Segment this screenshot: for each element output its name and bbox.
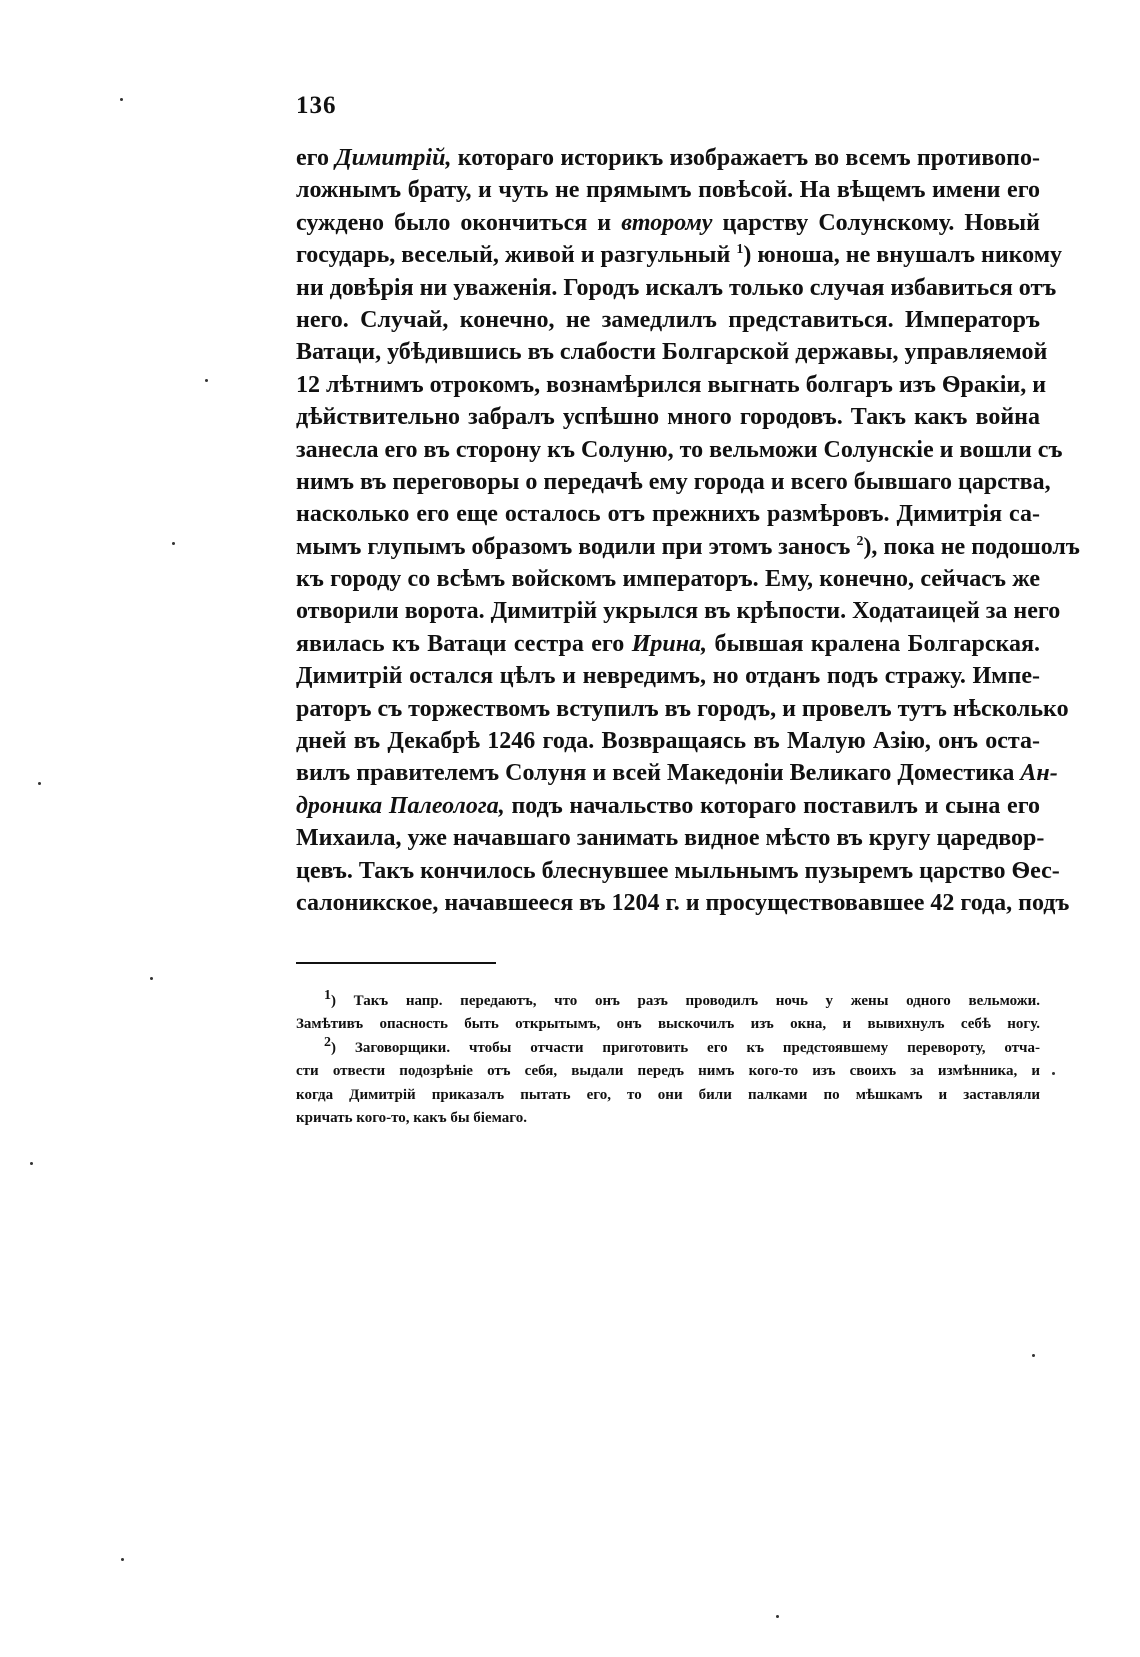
scan-speck <box>1052 1072 1055 1075</box>
text-run: вилъ правителемъ Солуня и всей Македоніи Великаго Доместика <box>296 760 1021 787</box>
footnote-marker: 2 <box>324 1034 331 1050</box>
text-run: дѣйствительно забралъ успѣшно много городовъ. Такъ какъ война <box>296 404 1040 431</box>
italic-text: дроника Палеолога, <box>296 792 505 819</box>
scan-speck <box>30 1162 33 1165</box>
text-run: салоникское, начавшееся въ 1204 г. и просуществовавшее 42 года, подъ <box>296 889 1070 916</box>
scan-speck <box>120 98 123 101</box>
text-line <box>296 628 1040 660</box>
text-run: Замѣтивъ опасность быть открытымъ, онъ выскочилъ изъ окна, и вывихнулъ себѣ ногу. <box>296 1016 1040 1033</box>
text-run: отворили ворота. Димитрій укрылся въ крѣпости. Ходатаицей за него <box>296 598 1061 625</box>
italic-text: Ан- <box>1020 760 1058 787</box>
main-text <box>296 142 1080 919</box>
text-line <box>296 855 1060 887</box>
text-run: ) юноша, не внушалъ никому <box>743 242 1063 269</box>
text-line <box>296 401 1040 433</box>
footnote-separator <box>296 962 496 964</box>
text-run: ) Заговорщики. чтобы отчасти приготовить его къ предстоявшему перевороту, отча- <box>331 1039 1040 1056</box>
text-run: царству Солунскому. Новый <box>712 209 1040 236</box>
text-run: котораго историкъ изображаетъ во всемъ противопо- <box>451 145 1040 171</box>
footnotes <box>296 990 1040 1130</box>
page-number: 136 <box>296 92 337 119</box>
text-line <box>296 887 1070 919</box>
scan-speck <box>776 1615 779 1618</box>
text-line <box>296 207 1040 239</box>
text-run: Димитрій остался цѣлъ и невредимъ, но отданъ подъ стражу. Импе- <box>296 663 1040 690</box>
text-line <box>296 563 1040 595</box>
text-run: мымъ глупымъ образомъ водили при этомъ заносъ <box>296 533 857 560</box>
text-run: государь, веселый, живой и разгульный <box>296 242 737 269</box>
text-run: раторъ съ торжествомъ вступилъ въ городъ, и провелъ тутъ нѣсколько <box>296 695 1069 722</box>
text-run: ), пока не подошолъ <box>863 533 1080 560</box>
text-run: Михаила, уже начавшаго занимать видное мѣсто въ кругу царедвор- <box>296 825 1045 852</box>
text-line <box>296 369 1047 401</box>
scan-speck <box>205 379 208 382</box>
text-run: него. Случай, конечно, не замедлилъ представиться. Императоръ <box>296 306 1040 333</box>
text-run: насколько его еще осталось отъ прежнихъ размѣровъ. Димитрія са- <box>296 501 1040 528</box>
text-line <box>296 142 1040 174</box>
scan-speck <box>1032 1354 1035 1357</box>
text-run: подъ начальство котораго поставилъ и сына его <box>504 792 1041 819</box>
footnote-line <box>296 1034 1040 1060</box>
footnote-marker: 2 <box>856 533 864 549</box>
footnote-line <box>296 990 1040 1013</box>
text-run: занесла его въ сторону къ Солуню, то вельможи Солунскіе и вошли съ <box>296 436 1063 463</box>
text-line <box>296 790 1040 822</box>
scan-speck <box>121 1558 124 1561</box>
text-run: ни довѣрія ни уваженія. Городъ искалъ только случая избавиться отъ <box>296 274 1057 301</box>
text-run: цевъ. Такъ кончилось блеснувшее мыльнымъ пузыремъ царство Ѳес- <box>296 857 1060 884</box>
italic-text: Димитрій, <box>335 145 452 171</box>
italic-text: второму <box>621 209 713 236</box>
text-run: его <box>296 145 336 171</box>
text-line <box>296 434 1063 466</box>
text-line <box>296 725 1040 757</box>
text-line <box>296 757 1058 789</box>
text-line <box>296 239 1063 271</box>
text-run: Ватаци, убѣдившись въ слабости Болгарской державы, управляемой <box>296 339 1048 366</box>
text-line <box>296 660 1040 692</box>
text-line <box>296 595 1061 627</box>
text-line <box>296 822 1045 854</box>
italic-text: Ирина, <box>631 630 708 657</box>
text-line <box>296 336 1048 368</box>
text-run: явилась къ Ватаци сестра его <box>296 630 632 657</box>
text-line <box>296 304 1040 336</box>
text-run: къ городу со всѣмъ войскомъ императоръ. Ему, конечно, сейчасъ же <box>296 566 1040 593</box>
text-line <box>296 498 1040 530</box>
scan-speck <box>38 782 41 785</box>
footnote-marker: 1 <box>324 988 331 1003</box>
footnote-line <box>296 1107 1040 1130</box>
footnote-line <box>296 1084 1040 1107</box>
text-line <box>296 466 1051 498</box>
footnote-line <box>296 1013 1040 1036</box>
text-run: когда Димитрій приказалъ пытать его, то они били палками по мѣшкамъ и заставляли <box>296 1086 1040 1103</box>
text-run: нимъ въ переговоры о передачѣ ему города и всего бывшаго царства, <box>296 468 1051 495</box>
scan-speck <box>172 542 175 545</box>
text-run: бывшая кралена Болгарская. <box>707 630 1041 657</box>
text-run: ложнымъ брату, и чуть не прямымъ повѣсой. На вѣщемъ имени его <box>296 177 1040 204</box>
scan-speck <box>150 977 153 980</box>
text-run: суждено было окончиться и <box>296 209 622 236</box>
text-run: 12 лѣтнимъ отрокомъ, вознамѣрился выгнать болгаръ изъ Ѳракіи, и <box>296 371 1047 398</box>
text-run: дней въ Декабрѣ 1246 года. Возвращаясь въ Малую Азію, онъ оста- <box>296 728 1040 755</box>
text-line <box>296 272 1057 304</box>
text-line <box>296 174 1040 206</box>
text-line <box>296 531 1080 563</box>
text-run: сти отвести подозрѣніе отъ себя, выдали передъ нимъ кого-то изъ своихъ за измѣнника, и <box>296 1063 1040 1080</box>
text-run: кричать кого-то, какъ бы біемаго. <box>296 1109 527 1126</box>
text-run: ) Такъ напр. передаютъ, что онъ разъ проводилъ ночь у жены одного вельможи. <box>331 993 1040 1009</box>
footnote-line <box>296 1060 1040 1083</box>
text-line <box>296 693 1069 725</box>
footnote-marker: 1 <box>736 242 744 258</box>
